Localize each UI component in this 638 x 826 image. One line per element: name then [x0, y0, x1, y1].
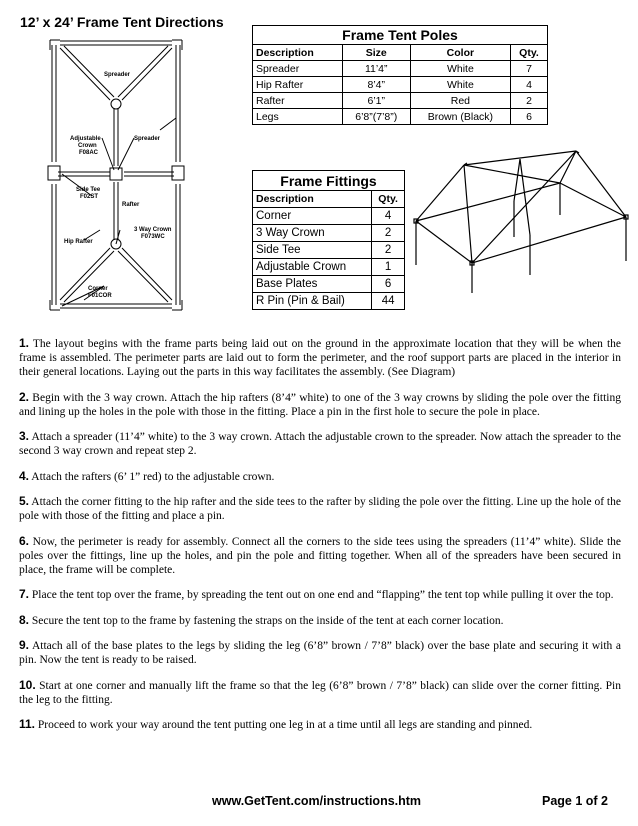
- table-row: [253, 77, 548, 93]
- label-rafter: Rafter: [122, 202, 140, 208]
- label-spreader-mid: Spreader: [134, 136, 161, 142]
- label-adjustable-crown-2: Crown: [78, 143, 97, 149]
- table-cell: R Pin (Pin & Bail): [253, 293, 372, 310]
- table-cell: White: [410, 61, 510, 77]
- instruction-step: [19, 638, 621, 667]
- label-hip-rafter: Hip Rafter: [64, 239, 93, 245]
- frame-tent-poles-table: [252, 25, 548, 125]
- step-text: Secure the tent top to the frame by fastening the straps on the inside of the tent at each corner location.: [31, 614, 504, 627]
- page-title: 12’ x 24’ Frame Tent Directions: [20, 14, 224, 30]
- table-row: [253, 259, 405, 276]
- table-cell: 44: [372, 293, 405, 310]
- table-cell: 1: [372, 259, 405, 276]
- table-cell: 2: [372, 225, 405, 242]
- step-number: 1.: [19, 336, 30, 350]
- table-cell: Adjustable Crown: [253, 259, 372, 276]
- poles-header-qty: Qty.: [511, 45, 548, 61]
- instruction-step: [19, 390, 621, 419]
- footer-url[interactable]: www.GetTent.com/instructions.htm: [212, 794, 422, 808]
- step-text: Attach a spreader (11’4” white) to the 3 way crown. Attach the adjustable crown to the spreader. Now attach the spreader to the second 3 way crown and repeat step 2.: [19, 431, 621, 457]
- label-three-way-crown: 3 Way Crown: [134, 227, 172, 233]
- label-side-tee: Side Tee: [76, 187, 101, 193]
- table-cell: 4: [511, 77, 548, 93]
- poles-header-color: Color: [410, 45, 510, 61]
- table-cell: Hip Rafter: [253, 77, 343, 93]
- table-row: [253, 208, 405, 225]
- frame-3d-illustration: [410, 145, 632, 295]
- table-cell: Legs: [253, 109, 343, 125]
- step-number: 2.: [19, 389, 30, 404]
- frame-layout-diagram: [0, 0, 250, 320]
- fittings-table-title: Frame Fittings: [253, 171, 405, 191]
- label-side-tee-code: F02ST: [80, 194, 99, 200]
- step-number: 4.: [19, 468, 30, 483]
- table-row: [253, 93, 548, 109]
- instruction-step: [19, 336, 621, 379]
- poles-table-title: Frame Tent Poles: [253, 26, 548, 45]
- label-spreader-top: Spreader: [104, 72, 131, 78]
- poles-header-description: Description: [253, 45, 343, 61]
- table-cell: 7: [511, 61, 548, 77]
- table-row: [253, 225, 405, 242]
- label-adjustable-crown-code: F08AC: [79, 150, 99, 156]
- step-text: Start at one corner and manually lift the frame so that the leg (6’8” brown / 7’8” black) can slide over the corner fitting. Pin the leg to the fitting.: [19, 679, 621, 706]
- fittings-header-qty: Qty.: [372, 191, 405, 208]
- fittings-header-description: Description: [253, 191, 372, 208]
- step-number: 7.: [19, 587, 30, 601]
- table-cell: Brown (Black): [410, 109, 510, 125]
- step-number: 11.: [19, 717, 36, 731]
- instruction-step: [19, 587, 621, 602]
- step-text: Proceed to work your way around the tent putting one leg in at a time until all legs are standing and pinned.: [37, 719, 533, 731]
- step-number: 8.: [19, 612, 30, 627]
- step-number: 10.: [19, 677, 36, 692]
- table-cell: Side Tee: [253, 242, 372, 259]
- table-cell: Base Plates: [253, 276, 372, 293]
- table-cell: 2: [511, 93, 548, 109]
- table-cell: 3 Way Crown: [253, 225, 372, 242]
- label-corner: Corner: [88, 286, 108, 292]
- instructions: [19, 336, 621, 743]
- step-text: Place the tent top over the frame, by spreading the tent out on one end and “flapping” the tent top while pulling it over the top.: [31, 589, 614, 601]
- step-text: The layout begins with the frame parts being laid out on the ground in the approximate location that they will be when the frame is assembled. The perimeter parts are laid out to form the perimeter, and the roof support parts are placed in the interior in their general locations. Laying out the parts in this way facilitates the assembly. (See Diagram): [19, 338, 621, 378]
- table-cell: 11’4”: [342, 61, 410, 77]
- step-number: 9.: [19, 638, 30, 652]
- table-cell: Rafter: [253, 93, 343, 109]
- table-cell: Corner: [253, 208, 372, 225]
- instruction-step: [19, 534, 621, 577]
- label-adjustable-crown: Adjustable: [70, 136, 101, 142]
- table-row: [253, 242, 405, 259]
- instruction-step: [19, 613, 621, 628]
- table-cell: Red: [410, 93, 510, 109]
- frame-fittings-table: [252, 170, 405, 310]
- step-text: Attach the rafters (6’ 1” red) to the adjustable crown.: [31, 470, 275, 483]
- table-row: [253, 293, 405, 310]
- table-cell: 4: [372, 208, 405, 225]
- label-three-way-crown-code: F073WC: [141, 234, 165, 240]
- table-cell: 6’8”(7’8”): [342, 109, 410, 125]
- table-cell: 6: [372, 276, 405, 293]
- step-number: 5.: [19, 494, 30, 508]
- step-number: 3.: [19, 429, 30, 443]
- table-row: [253, 276, 405, 293]
- poles-header-size: Size: [342, 45, 410, 61]
- instruction-step: [19, 494, 621, 523]
- table-cell: Spreader: [253, 61, 343, 77]
- step-text: Begin with the 3 way crown. Attach the hip rafters (8’4” white) to one of the 3 way crowns by sliding the pole over the fitting and lining up the holes in the pole with those in the fitting. Place a pin in the first hole to secure the pole in place.: [19, 391, 621, 418]
- table-cell: White: [410, 77, 510, 93]
- step-text: Attach the corner fitting to the hip rafter and the side tees to the rafter by sliding the pole over the fitting. Line up the hole of the pole with those of the fitting and place a pin.: [19, 496, 621, 522]
- instruction-step: [19, 717, 621, 732]
- step-text: Now, the perimeter is ready for assembly. Connect all the corners to the side tees using the spreaders (11’4” white). Slide the poles over the fittings, line up the holes, and pin the pole and fitting together. When all of the spreaders have been secured in place, the frame will be complete.: [19, 535, 622, 576]
- table-row: [253, 109, 548, 125]
- instruction-step: [19, 678, 621, 707]
- instruction-step: [19, 429, 621, 458]
- table-row: [253, 61, 548, 77]
- instruction-step: [19, 469, 621, 484]
- table-cell: 2: [372, 242, 405, 259]
- page-number: Page 1 of 2: [542, 794, 608, 808]
- table-cell: 8’4”: [342, 77, 410, 93]
- step-number: 6.: [19, 533, 30, 548]
- table-cell: 6: [511, 109, 548, 125]
- label-corner-code: F01COR: [88, 293, 112, 299]
- table-cell: 6’1”: [342, 93, 410, 109]
- step-text: Attach all of the base plates to the legs by sliding the leg (6’8” brown / 7’8” black) over the base plate and securing it with a pin. Now the tent is ready to be raised.: [19, 640, 621, 666]
